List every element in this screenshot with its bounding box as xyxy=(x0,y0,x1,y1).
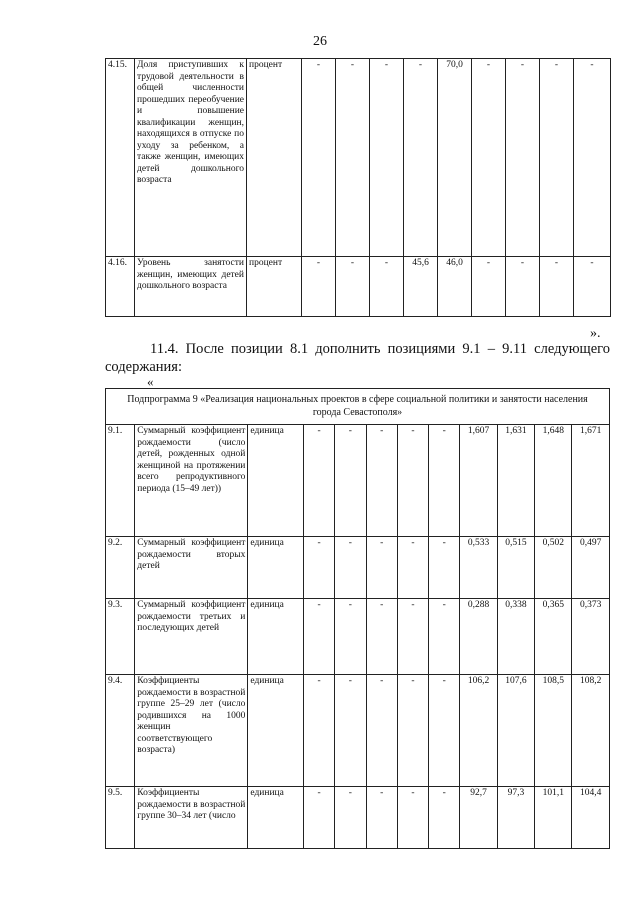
value-cell: 97,3 xyxy=(497,787,534,849)
value-cell: - xyxy=(472,59,506,257)
value-cell: - xyxy=(397,787,428,849)
unit-cell: единица xyxy=(248,599,304,675)
value-cell: - xyxy=(302,257,336,317)
value-cell: - xyxy=(366,787,397,849)
value-cell: 1,648 xyxy=(535,425,572,537)
value-cell: 45,6 xyxy=(404,257,438,317)
subprogram-header-row xyxy=(106,389,610,425)
indicator-name: Суммарный коэффициент рождаемости вторых детей xyxy=(135,537,248,599)
row-number: 9.2. xyxy=(106,537,135,599)
value-cell: 108,5 xyxy=(535,675,572,787)
opening-quote: « xyxy=(147,374,154,389)
indicator-name: Суммарный коэффициент рождаемости (число детей, рожденных одной женщиной на протяжении всего репродуктивного периода (15–49 лет)) xyxy=(135,425,248,537)
value-cell: 0,288 xyxy=(460,599,497,675)
value-cell: 107,6 xyxy=(497,675,534,787)
indicator-table-2 xyxy=(105,388,610,849)
amendment-paragraph: 11.4. После позиции 8.1 дополнить позициями 9.1 – 9.11 следующего xyxy=(150,341,610,357)
value-cell: - xyxy=(574,257,611,317)
value-cell: - xyxy=(303,599,334,675)
value-cell: - xyxy=(429,787,460,849)
value-cell: - xyxy=(366,425,397,537)
value-cell: - xyxy=(303,675,334,787)
table-row xyxy=(106,787,610,849)
value-cell: 70,0 xyxy=(438,59,472,257)
value-cell: - xyxy=(366,675,397,787)
table-row xyxy=(106,257,611,317)
unit-cell: единица xyxy=(248,537,304,599)
value-cell: - xyxy=(397,675,428,787)
page-number: 26 xyxy=(313,34,327,49)
table-row xyxy=(106,599,610,675)
value-cell: - xyxy=(336,59,370,257)
value-cell: - xyxy=(370,59,404,257)
value-cell: - xyxy=(335,599,366,675)
value-cell: 108,2 xyxy=(572,675,610,787)
value-cell: - xyxy=(429,425,460,537)
value-cell: 1,607 xyxy=(460,425,497,537)
table-row xyxy=(106,59,611,257)
value-cell: - xyxy=(540,59,574,257)
table-row xyxy=(106,537,610,599)
value-cell: - xyxy=(574,59,611,257)
value-cell: 0,497 xyxy=(572,537,610,599)
value-cell: - xyxy=(397,537,428,599)
value-cell: 46,0 xyxy=(438,257,472,317)
value-cell: 106,2 xyxy=(460,675,497,787)
value-cell: - xyxy=(335,425,366,537)
indicator-table-1 xyxy=(105,58,611,317)
unit-cell: единица xyxy=(248,425,304,537)
row-number: 9.4. xyxy=(106,675,135,787)
value-cell: 1,671 xyxy=(572,425,610,537)
indicator-name: Уровень занятости женщин, имеющих детей дошкольного возраста xyxy=(135,257,247,317)
table-row xyxy=(106,675,610,787)
value-cell: - xyxy=(370,257,404,317)
value-cell: - xyxy=(335,675,366,787)
unit-cell: единица xyxy=(248,675,304,787)
value-cell: - xyxy=(397,599,428,675)
value-cell: - xyxy=(303,537,334,599)
subprogram-header: Подпрограмма 9 «Реализация национальных проектов в сфере социальной политики и занятости населения города Севастополя» xyxy=(106,389,610,425)
value-cell: - xyxy=(366,599,397,675)
row-number: 4.15. xyxy=(106,59,135,257)
value-cell: 92,7 xyxy=(460,787,497,849)
value-cell: - xyxy=(429,537,460,599)
value-cell: - xyxy=(303,787,334,849)
value-cell: 101,1 xyxy=(535,787,572,849)
value-cell: 0,338 xyxy=(497,599,534,675)
value-cell: - xyxy=(472,257,506,317)
value-cell: 0,373 xyxy=(572,599,610,675)
value-cell: 1,631 xyxy=(497,425,534,537)
value-cell: - xyxy=(404,59,438,257)
value-cell: - xyxy=(335,787,366,849)
value-cell: - xyxy=(429,599,460,675)
value-cell: - xyxy=(302,59,336,257)
value-cell: - xyxy=(335,537,366,599)
value-cell: - xyxy=(303,425,334,537)
value-cell: - xyxy=(366,537,397,599)
row-number: 9.1. xyxy=(106,425,135,537)
indicator-name: Коэффициенты рождаемости в возрастной группе 30–34 лет (число xyxy=(135,787,248,849)
value-cell: - xyxy=(540,257,574,317)
unit-cell: процент xyxy=(247,257,302,317)
value-cell: 0,533 xyxy=(460,537,497,599)
value-cell: 0,365 xyxy=(535,599,572,675)
table-row xyxy=(106,425,610,537)
value-cell: - xyxy=(506,59,540,257)
value-cell: 0,502 xyxy=(535,537,572,599)
unit-cell: процент xyxy=(247,59,302,257)
value-cell: 0,515 xyxy=(497,537,534,599)
indicator-name: Доля приступивших к трудовой деятельности в общей численности прошедших переобучение и повышение квалификации женщин, находящихся в отпуске по уходу за ребенком, а также женщин, имеющих детей дошкольного возраста xyxy=(135,59,247,257)
value-cell: - xyxy=(429,675,460,787)
indicator-name: Суммарный коэффициент рождаемости третьих и последующих детей xyxy=(135,599,248,675)
closing-quote: ». xyxy=(590,326,601,341)
row-number: 9.3. xyxy=(106,599,135,675)
amendment-paragraph-continuation: содержания: xyxy=(105,359,183,375)
indicator-name: Коэффициенты рождаемости в возрастной группе 25–29 лет (число родившихся на 1000 женщин соответствующего возраста) xyxy=(135,675,248,787)
unit-cell: единица xyxy=(248,787,304,849)
value-cell: 104,4 xyxy=(572,787,610,849)
row-number: 9.5. xyxy=(106,787,135,849)
value-cell: - xyxy=(336,257,370,317)
row-number: 4.16. xyxy=(106,257,135,317)
value-cell: - xyxy=(506,257,540,317)
value-cell: - xyxy=(397,425,428,537)
